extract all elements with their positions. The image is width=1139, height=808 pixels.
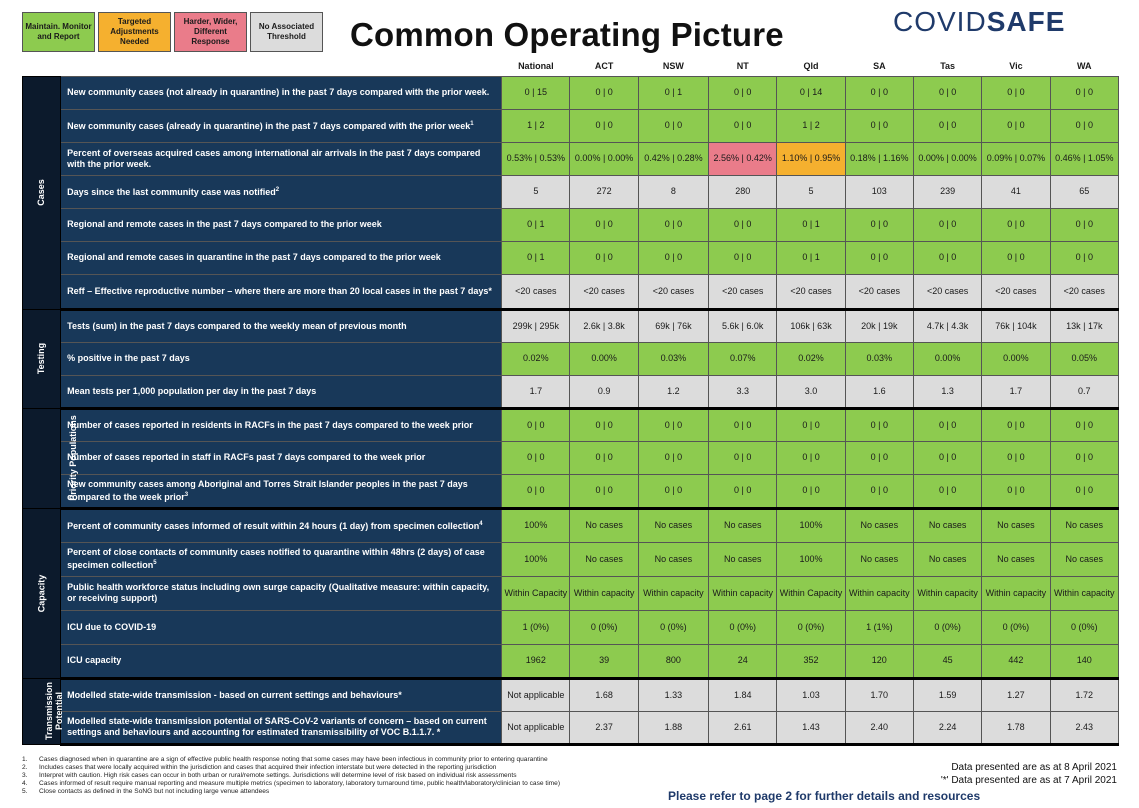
category-cell: [23, 508, 61, 678]
value-cell-national: 0.02%: [502, 342, 570, 375]
metric-label: [61, 76, 502, 109]
table-row: [23, 342, 1119, 375]
metric-text: Percent of overseas acquired cases among international air arrivals in the past 7 days compared with the prior week.: [67, 147, 481, 169]
footnote-text: Interpret with caution. High risk cases can occur in both urban or rural/remote settings. Jurisdictions will determine level of risk based on individual risk assessments: [39, 772, 517, 779]
table-row: [23, 711, 1119, 744]
value-cell-act: 0 | 0: [570, 76, 638, 109]
footnote-number: 1.: [22, 756, 28, 763]
value-cell-act: 272: [570, 175, 638, 208]
value-cell-vic: 0 | 0: [982, 208, 1050, 241]
value-cell-tas: 0 | 0: [913, 241, 981, 274]
value-cell-act: Within capacity: [570, 576, 638, 610]
category-label: Cases: [36, 179, 47, 206]
value-cell-wa: 0 | 0: [1050, 241, 1118, 274]
value-cell-qld: 0 | 1: [777, 241, 845, 274]
value-cell-qld: 1.43: [777, 711, 845, 744]
value-cell-national: 0 | 0: [502, 474, 570, 508]
footnote-text: Cases diagnosed when in quarantine are a sign of effective public health response noting that some cases may have been infectious in community prior to entering quarantine: [39, 756, 548, 763]
metric-label: [61, 644, 502, 678]
value-cell-tas: 239: [913, 175, 981, 208]
metric-text: Modelled state-wide transmission - based on current settings and behaviours*: [67, 689, 402, 700]
value-cell-qld: 0.02%: [777, 342, 845, 375]
value-cell-act: 0 | 0: [570, 441, 638, 474]
value-cell-national: 1 (0%): [502, 610, 570, 644]
value-cell-nt: 0 (0%): [709, 610, 777, 644]
page-title: Common Operating Picture: [350, 16, 784, 53]
value-cell-act: 0 | 0: [570, 408, 638, 441]
value-cell-tas: 0 | 0: [913, 408, 981, 441]
value-cell-tas: 45: [913, 644, 981, 678]
value-cell-tas: 0 | 0: [913, 109, 981, 142]
logo-part1: COVID: [893, 6, 987, 37]
footnote: [22, 780, 722, 788]
metric-label: [61, 342, 502, 375]
value-cell-national: 0 | 1: [502, 208, 570, 241]
metric-label: [61, 474, 502, 508]
value-cell-wa: No cases: [1050, 508, 1118, 542]
value-cell-sa: 2.40: [845, 711, 913, 744]
metric-text: Tests (sum) in the past 7 days compared to the weekly mean of previous month: [67, 320, 407, 331]
value-cell-vic: 0 (0%): [982, 610, 1050, 644]
footnote: [22, 756, 722, 764]
value-cell-vic: Within capacity: [982, 576, 1050, 610]
value-cell-national: 100%: [502, 542, 570, 576]
value-cell-nt: <20 cases: [709, 274, 777, 309]
value-cell-qld: 0 | 0: [777, 408, 845, 441]
value-cell-wa: 0 | 0: [1050, 208, 1118, 241]
metric-label: [61, 274, 502, 309]
metric-label: [61, 309, 502, 342]
table-row: [23, 241, 1119, 274]
column-header-sa: SA: [845, 57, 913, 76]
covidsafe-logo: [893, 6, 1065, 38]
metric-label: [61, 508, 502, 542]
value-cell-sa: <20 cases: [845, 274, 913, 309]
value-cell-nsw: 1.33: [638, 678, 708, 711]
value-cell-sa: 0 | 0: [845, 109, 913, 142]
value-cell-nt: 3.3: [709, 375, 777, 408]
value-cell-tas: 4.7k | 4.3k: [913, 309, 981, 342]
value-cell-national: 0.53% | 0.53%: [502, 142, 570, 175]
value-cell-nt: 0 | 0: [709, 474, 777, 508]
metric-text: Percent of close contacts of community cases notified to quarantine within 48hrs (2 days) of case specimen collection: [67, 547, 485, 570]
footnote-number: 4.: [22, 780, 28, 787]
metric-text: Percent of community cases informed of result within 24 hours (1 day) from specimen collection: [67, 521, 480, 531]
value-cell-wa: 0.05%: [1050, 342, 1118, 375]
metric-text: Number of cases reported in residents in RACFs in the past 7 days compared to the week prior: [67, 419, 473, 430]
metric-text: Public health workforce status including own surge capacity (Qualitative measure: within capacity, or receiving support): [67, 582, 490, 603]
table-row: [23, 408, 1119, 441]
value-cell-act: 0.00% | 0.00%: [570, 142, 638, 175]
footnote-number: 2.: [22, 764, 28, 771]
value-cell-national: Within Capacity: [502, 576, 570, 610]
value-cell-wa: No cases: [1050, 542, 1118, 576]
value-cell-act: No cases: [570, 542, 638, 576]
value-cell-sa: 1.6: [845, 375, 913, 408]
value-cell-vic: 76k | 104k: [982, 309, 1050, 342]
table-row: [23, 678, 1119, 711]
value-cell-sa: 1.70: [845, 678, 913, 711]
value-cell-act: No cases: [570, 508, 638, 542]
value-cell-act: <20 cases: [570, 274, 638, 309]
value-cell-tas: 0.00%: [913, 342, 981, 375]
value-cell-vic: 1.78: [982, 711, 1050, 744]
footnote-number: 5.: [22, 788, 28, 795]
value-cell-act: 2.37: [570, 711, 638, 744]
value-cell-vic: 41: [982, 175, 1050, 208]
value-cell-national: Not applicable: [502, 711, 570, 744]
table-row: [23, 542, 1119, 576]
value-cell-vic: 0 | 0: [982, 408, 1050, 441]
value-cell-act: 1.68: [570, 678, 638, 711]
value-cell-nt: 0 | 0: [709, 441, 777, 474]
value-cell-qld: 0 | 0: [777, 474, 845, 508]
table-row: [23, 76, 1119, 109]
footnote-ref: 1: [470, 121, 474, 127]
value-cell-nsw: 0 | 0: [638, 474, 708, 508]
value-cell-act: 2.6k | 3.8k: [570, 309, 638, 342]
value-cell-sa: 0 | 0: [845, 474, 913, 508]
value-cell-sa: No cases: [845, 542, 913, 576]
value-cell-wa: 0 | 0: [1050, 441, 1118, 474]
value-cell-national: <20 cases: [502, 274, 570, 309]
value-cell-vic: 0 | 0: [982, 109, 1050, 142]
value-cell-wa: 2.43: [1050, 711, 1118, 744]
value-cell-national: 5: [502, 175, 570, 208]
value-cell-sa: 120: [845, 644, 913, 678]
table-row: [23, 109, 1119, 142]
value-cell-vic: 1.27: [982, 678, 1050, 711]
value-cell-tas: Within capacity: [913, 576, 981, 610]
value-cell-qld: 100%: [777, 542, 845, 576]
data-date-line2: '*' Data presented are as at 7 April 2021: [940, 775, 1117, 786]
value-cell-national: Not applicable: [502, 678, 570, 711]
category-label: Priority Populations: [68, 414, 78, 501]
metric-label: [61, 175, 502, 208]
table-body: [23, 76, 1119, 744]
header-blank-metric: [61, 57, 502, 76]
value-cell-act: 0 | 0: [570, 208, 638, 241]
value-cell-wa: 0.46% | 1.05%: [1050, 142, 1118, 175]
metric-text: New community cases among Aboriginal and Torres Strait Islander peoples in the past 7 days compared to the week prior: [67, 478, 468, 502]
value-cell-vic: No cases: [982, 508, 1050, 542]
column-header-vic: Vic: [982, 57, 1050, 76]
value-cell-vic: 0.09% | 0.07%: [982, 142, 1050, 175]
metric-label: [61, 542, 502, 576]
value-cell-national: 0 | 1: [502, 241, 570, 274]
legend-maintain: Maintain. Monitor and Report: [22, 12, 95, 52]
value-cell-national: 0 | 0: [502, 441, 570, 474]
metric-text: % positive in the past 7 days: [67, 353, 190, 363]
metric-label: [61, 109, 502, 142]
value-cell-nt: 0 | 0: [709, 208, 777, 241]
value-cell-tas: 0 | 0: [913, 76, 981, 109]
value-cell-nsw: Within capacity: [638, 576, 708, 610]
value-cell-national: 299k | 295k: [502, 309, 570, 342]
category-label: Capacity: [36, 574, 47, 612]
value-cell-act: 0 | 0: [570, 109, 638, 142]
metric-text: Regional and remote cases in the past 7 days compared to the prior week: [67, 219, 382, 229]
metric-text: Number of cases reported in staff in RACFs past 7 days compared to the week prior: [67, 452, 426, 462]
legend-no-threshold: No Associated Threshold: [250, 12, 323, 52]
value-cell-act: 0 (0%): [570, 610, 638, 644]
column-header-nsw: NSW: [638, 57, 708, 76]
value-cell-tas: 2.24: [913, 711, 981, 744]
value-cell-tas: 1.59: [913, 678, 981, 711]
table-row: [23, 508, 1119, 542]
value-cell-qld: Within Capacity: [777, 576, 845, 610]
value-cell-nt: No cases: [709, 542, 777, 576]
metric-label: [61, 576, 502, 610]
value-cell-national: 0 | 0: [502, 408, 570, 441]
value-cell-nsw: No cases: [638, 542, 708, 576]
value-cell-wa: 0 | 0: [1050, 474, 1118, 508]
value-cell-qld: 0 (0%): [777, 610, 845, 644]
value-cell-wa: 1.72: [1050, 678, 1118, 711]
category-cell: [23, 309, 61, 408]
table-row: [23, 142, 1119, 175]
column-header-tas: Tas: [913, 57, 981, 76]
value-cell-vic: 0 | 0: [982, 76, 1050, 109]
value-cell-nt: 24: [709, 644, 777, 678]
value-cell-nsw: 1.2: [638, 375, 708, 408]
data-dates: [941, 761, 1117, 787]
value-cell-qld: 1 | 2: [777, 109, 845, 142]
value-cell-national: 1 | 2: [502, 109, 570, 142]
value-cell-nsw: 8: [638, 175, 708, 208]
footnote-text: Close contacts as defined in the SoNG but not including large venue attendees: [39, 788, 270, 795]
value-cell-nt: 0 | 0: [709, 408, 777, 441]
table-row: [23, 441, 1119, 474]
value-cell-nsw: 0 | 0: [638, 109, 708, 142]
value-cell-nt: 2.61: [709, 711, 777, 744]
metric-label: [61, 408, 502, 441]
metric-text: ICU capacity: [67, 655, 122, 665]
value-cell-tas: 0 | 0: [913, 208, 981, 241]
value-cell-qld: 1.10% | 0.95%: [777, 142, 845, 175]
metric-label: [61, 441, 502, 474]
value-cell-qld: <20 cases: [777, 274, 845, 309]
value-cell-qld: 5: [777, 175, 845, 208]
value-cell-act: 0.00%: [570, 342, 638, 375]
value-cell-sa: 0 | 0: [845, 441, 913, 474]
metric-label: [61, 375, 502, 408]
value-cell-national: 1.7: [502, 375, 570, 408]
value-cell-sa: 0 | 0: [845, 408, 913, 441]
footnote-text: Includes cases that were locally acquired within the jurisdiction and cases that acquired their infection interstate but were detected in the reporting jurisdiction: [39, 764, 497, 771]
column-header-qld: Qld: [777, 57, 845, 76]
value-cell-nsw: 0 | 0: [638, 408, 708, 441]
operating-picture-table-wrap: [22, 57, 1119, 746]
value-cell-wa: 0 | 0: [1050, 76, 1118, 109]
value-cell-vic: No cases: [982, 542, 1050, 576]
category-label: Testing: [36, 342, 47, 375]
value-cell-sa: Within capacity: [845, 576, 913, 610]
value-cell-qld: 106k | 63k: [777, 309, 845, 342]
value-cell-qld: 100%: [777, 508, 845, 542]
value-cell-nsw: 0 | 1: [638, 76, 708, 109]
legend-harder: Harder, Wider, Different Response: [174, 12, 247, 52]
value-cell-sa: 1 (1%): [845, 610, 913, 644]
value-cell-act: 0 | 0: [570, 474, 638, 508]
value-cell-wa: <20 cases: [1050, 274, 1118, 309]
value-cell-act: 39: [570, 644, 638, 678]
header-row: [23, 57, 1119, 76]
value-cell-nsw: No cases: [638, 508, 708, 542]
table-row: [23, 375, 1119, 408]
table-row: [23, 474, 1119, 508]
value-cell-qld: 3.0: [777, 375, 845, 408]
value-cell-vic: 0 | 0: [982, 241, 1050, 274]
refer-link[interactable]: Please refer to page 2 for further details and resources: [668, 789, 981, 803]
footnote-ref: 3: [184, 491, 189, 498]
table-row: [23, 208, 1119, 241]
value-cell-nt: 0 | 0: [709, 241, 777, 274]
value-cell-wa: 0 (0%): [1050, 610, 1118, 644]
value-cell-sa: 0 | 0: [845, 208, 913, 241]
value-cell-nt: 280: [709, 175, 777, 208]
footnote: [22, 772, 722, 780]
value-cell-nsw: <20 cases: [638, 274, 708, 309]
table-row: [23, 610, 1119, 644]
value-cell-qld: 352: [777, 644, 845, 678]
value-cell-nt: No cases: [709, 508, 777, 542]
value-cell-nsw: 0 (0%): [638, 610, 708, 644]
metric-label: [61, 678, 502, 711]
value-cell-tas: 0 | 0: [913, 441, 981, 474]
value-cell-qld: 0 | 0: [777, 441, 845, 474]
value-cell-tas: 1.3: [913, 375, 981, 408]
value-cell-tas: <20 cases: [913, 274, 981, 309]
value-cell-vic: 442: [982, 644, 1050, 678]
value-cell-vic: 0.00%: [982, 342, 1050, 375]
value-cell-nsw: 800: [638, 644, 708, 678]
footnote-ref: 2: [275, 187, 280, 193]
value-cell-sa: 0 | 0: [845, 241, 913, 274]
value-cell-vic: 0 | 0: [982, 441, 1050, 474]
data-date-line1: Data presented are as at 8 April 2021: [951, 762, 1117, 773]
value-cell-tas: No cases: [913, 508, 981, 542]
category-label: Transmission Potential: [44, 681, 64, 740]
metric-text: Days since the last community case was notified: [67, 187, 276, 197]
value-cell-nsw: 0 | 0: [638, 241, 708, 274]
footnote-ref: 5: [153, 560, 157, 566]
value-cell-sa: 0.03%: [845, 342, 913, 375]
metric-text: Regional and remote cases in quarantine in the past 7 days compared to the prior week: [67, 252, 441, 262]
metric-label: [61, 142, 502, 175]
value-cell-sa: No cases: [845, 508, 913, 542]
value-cell-national: 1962: [502, 644, 570, 678]
value-cell-wa: 13k | 17k: [1050, 309, 1118, 342]
value-cell-national: 100%: [502, 508, 570, 542]
value-cell-tas: No cases: [913, 542, 981, 576]
value-cell-vic: 1.7: [982, 375, 1050, 408]
value-cell-tas: 0 | 0: [913, 474, 981, 508]
value-cell-nsw: 1.88: [638, 711, 708, 744]
metric-label: [61, 241, 502, 274]
value-cell-wa: 140: [1050, 644, 1118, 678]
operating-picture-table: [22, 57, 1119, 746]
value-cell-sa: 103: [845, 175, 913, 208]
value-cell-sa: 0 | 0: [845, 76, 913, 109]
value-cell-sa: 0.18% | 1.16%: [845, 142, 913, 175]
value-cell-nt: 0 | 0: [709, 76, 777, 109]
metric-text: New community cases (not already in quarantine) in the past 7 days compared with the prior week.: [67, 87, 490, 97]
value-cell-qld: 0 | 14: [777, 76, 845, 109]
value-cell-nt: 5.6k | 6.0k: [709, 309, 777, 342]
value-cell-nt: Within capacity: [709, 576, 777, 610]
metric-text: Reff – Effective reproductive number – where there are more than 20 local cases in the past 7 days*: [67, 285, 492, 296]
table-row: [23, 576, 1119, 610]
table-row: [23, 644, 1119, 678]
column-header-act: ACT: [570, 57, 638, 76]
metric-text: Modelled state-wide transmission potential of SARS-CoV-2 variants of concern – based on current settings and behaviours and accounting for estimated transmissibility of VOC B.1.1.7. *: [67, 716, 487, 737]
metric-text: New community cases (already in quarantine) in the past 7 days compared with the prior week: [67, 121, 471, 131]
legend: [22, 12, 323, 52]
value-cell-tas: 0 (0%): [913, 610, 981, 644]
metric-label: [61, 711, 502, 744]
value-cell-wa: 0.7: [1050, 375, 1118, 408]
header-blank: [23, 57, 61, 76]
table-row: [23, 309, 1119, 342]
legend-targeted: Targeted Adjustments Needed: [98, 12, 171, 52]
value-cell-nt: 2.56% | 0.42%: [709, 142, 777, 175]
value-cell-act: 0.9: [570, 375, 638, 408]
value-cell-vic: 0 | 0: [982, 474, 1050, 508]
value-cell-nt: 0 | 0: [709, 109, 777, 142]
value-cell-wa: 65: [1050, 175, 1118, 208]
value-cell-sa: 20k | 19k: [845, 309, 913, 342]
footnote-text: Cases informed of result require manual reporting and measure multiple metrics (specimen to laboratory, laboratory turnaround time, public health/laboratory/clinician to case time): [39, 780, 561, 787]
value-cell-qld: 0 | 1: [777, 208, 845, 241]
value-cell-tas: 0.00% | 0.00%: [913, 142, 981, 175]
metric-label: [61, 208, 502, 241]
value-cell-nsw: 0.03%: [638, 342, 708, 375]
metric-label: [61, 610, 502, 644]
column-header-nt: NT: [709, 57, 777, 76]
value-cell-nsw: 0 | 0: [638, 441, 708, 474]
category-cell: [23, 678, 64, 744]
footnote-ref: 4: [479, 521, 483, 527]
table-row: [23, 274, 1119, 309]
value-cell-national: 0 | 15: [502, 76, 570, 109]
value-cell-nsw: 0 | 0: [638, 208, 708, 241]
value-cell-nsw: 0.42% | 0.28%: [638, 142, 708, 175]
value-cell-nsw: 69k | 76k: [638, 309, 708, 342]
table-row: [23, 175, 1119, 208]
metric-text: Mean tests per 1,000 population per day in the past 7 days: [67, 385, 317, 396]
column-header-national: National: [502, 57, 570, 76]
column-header-wa: WA: [1050, 57, 1118, 76]
value-cell-nt: 1.84: [709, 678, 777, 711]
logo-part2: SAFE: [986, 6, 1066, 37]
value-cell-wa: 0 | 0: [1050, 408, 1118, 441]
category-cell: [23, 408, 78, 508]
footnotes: [22, 756, 722, 796]
value-cell-wa: Within capacity: [1050, 576, 1118, 610]
category-cell: [23, 76, 61, 309]
footnote-number: 3.: [22, 772, 28, 779]
value-cell-vic: <20 cases: [982, 274, 1050, 309]
value-cell-act: 0 | 0: [570, 241, 638, 274]
value-cell-wa: 0 | 0: [1050, 109, 1118, 142]
value-cell-qld: 1.03: [777, 678, 845, 711]
value-cell-nt: 0.07%: [709, 342, 777, 375]
footnote: [22, 764, 722, 772]
metric-text: ICU due to COVID-19: [67, 621, 157, 632]
footnote: [22, 788, 722, 796]
